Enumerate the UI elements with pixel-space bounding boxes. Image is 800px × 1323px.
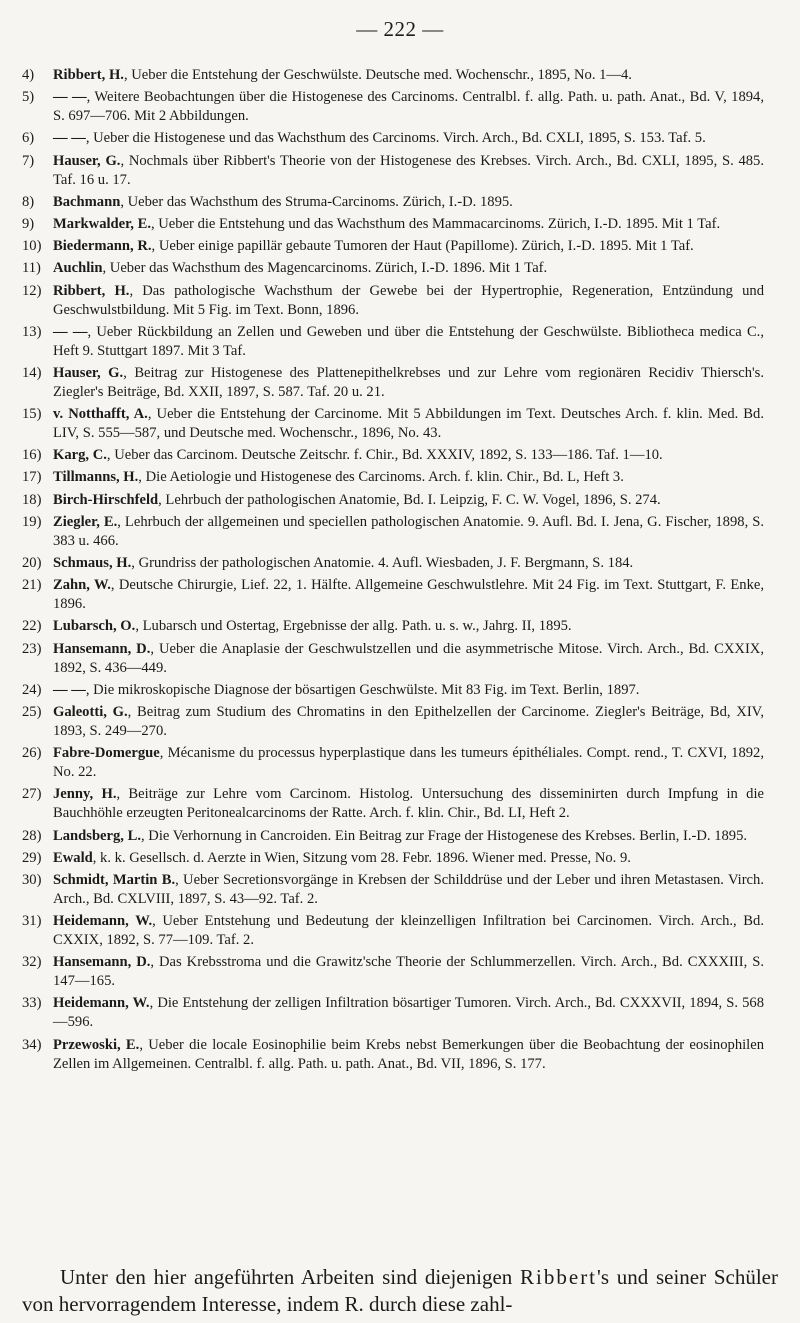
reference-number: 10) xyxy=(22,238,42,255)
reference-author: — — xyxy=(53,681,86,698)
reference-item xyxy=(22,237,764,256)
reference-number: 16) xyxy=(22,447,42,464)
reference-text: , Grundriss der pathologischen Anatomie. 4. Aufl. Wiesbaden, J. F. Bergmann, S. 184. xyxy=(131,555,634,571)
reference-item xyxy=(22,405,764,443)
reference-item xyxy=(22,912,764,950)
reference-item xyxy=(22,152,764,190)
reference-text: , Ueber das Wachsthum des Struma-Carcinoms. Zürich, I.-D. 1895. xyxy=(120,193,513,210)
reference-author: — — xyxy=(53,89,87,106)
reference-author: Tillmanns, H. xyxy=(53,469,139,486)
reference-item xyxy=(22,282,764,320)
reference-author: Jenny, H. xyxy=(53,786,117,803)
reference-text: , Lehrbuch der allgemeinen und speciellen pathologischen Anatomie. 9. Aufl. Bd. I. Jena, G. Fischer, 1898, S. 383 u. 466. xyxy=(53,513,764,549)
reference-number: 18) xyxy=(22,491,42,508)
reference-author: Hansemann, D. xyxy=(53,640,151,657)
reference-item xyxy=(22,446,764,465)
reference-text: , Das pathologische Wachsthum der Gewebe bei der Hypertrophie, Regeneration, Entzündung und Geschwulstbildung. Mit 5 Fig. im Text. Bonn, 1896. xyxy=(53,282,764,318)
reference-item xyxy=(22,617,764,636)
reference-item xyxy=(22,88,764,126)
reference-text: , Ueber die Entstehung der Carcinome. Mit 5 Abbildungen im Text. Deutsches Arch. f. klin. Med. Bd. LIV, S. 555—587, und Deutsche med. Wochenschr., 1896, No. 43. xyxy=(53,406,764,442)
reference-number: 32) xyxy=(22,954,42,971)
reference-number: 25) xyxy=(22,703,42,720)
page-number: — 222 — xyxy=(356,17,444,41)
reference-text: , Ueber einige papillär gebaute Tumoren der Haut (Papillome). Zürich, I.-D. 1895. Mit 1 Taf. xyxy=(151,238,694,255)
reference-number: 26) xyxy=(22,745,42,762)
reference-author: Markwalder, E. xyxy=(53,215,151,232)
reference-author: v. Notthafft, A. xyxy=(53,406,148,423)
reference-author: Hauser, G. xyxy=(53,364,124,381)
reference-number: 9) xyxy=(22,215,35,232)
reference-item xyxy=(22,681,764,700)
reference-text: , Ueber die locale Eosinophilie beim Krebs nebst Bemerkungen über die Beobachtung der eosinophilen Zellen im Allgemeinen. Centralbl. f. allg. Path. u. path. Anat., Bd. VII, 1896, S. 177. xyxy=(53,1036,764,1072)
reference-number: 29) xyxy=(22,849,42,866)
closing-text-start: Unter den hier angeführten Arbeiten sind diejenigen xyxy=(60,1265,521,1289)
reference-text: , k. k. Gesellsch. d. Aerzte in Wien, Sitzung vom 28. Febr. 1896. Wiener med. Presse, No. 9. xyxy=(92,849,631,866)
reference-number: 5) xyxy=(22,89,35,106)
reference-author: Bachmann xyxy=(53,193,121,210)
reference-author: Zahn, W. xyxy=(53,577,111,594)
reference-text: , Ueber das Wachsthum des Magencarcinoms. Zürich, I.-D. 1896. Mit 1 Taf. xyxy=(102,260,548,277)
reference-author: Birch-Hirschfeld xyxy=(53,491,159,508)
reference-text: , Beitrag zur Histogenese des Plattenepithelkrebses und zur Lehre vom regionären Recidiv Thiersch's. Ziegler's Beiträge, Bd. XXII, 1897, S. 587. Taf. 20 u. 21. xyxy=(53,364,764,400)
reference-text: , Ueber Rückbildung an Zellen und Geweben und über die Entstehung der Geschwülste. Bibliotheca medica C., Heft 9. Stuttgart 1897. Mit 3 Taf. xyxy=(53,323,764,359)
closing-text-end: 's und seiner Schüler von hervorragendem Interesse, indem R. durch diese zahl- xyxy=(22,1265,778,1316)
reference-author: Karg, C. xyxy=(53,447,107,464)
reference-number: 28) xyxy=(22,827,42,844)
reference-number: 8) xyxy=(22,193,35,210)
reference-item xyxy=(22,554,764,573)
reference-text: , Die mikroskopische Diagnose der bösartigen Geschwülste. Mit 83 Fig. im Text. Berlin, 1897. xyxy=(85,681,640,698)
reference-number: 19) xyxy=(22,513,42,530)
closing-paragraph xyxy=(22,1264,778,1318)
reference-number: 33) xyxy=(22,995,42,1012)
reference-text: , Lubarsch und Ostertag, Ergebnisse der allg. Path. u. s. w., Jahrg. II, 1895. xyxy=(135,618,572,635)
reference-author: Schmaus, H. xyxy=(53,555,132,571)
reference-text: , Ueber die Entstehung der Geschwülste. Deutsche med. Wochenschr., 1895, No. 1—4. xyxy=(123,67,632,83)
reference-text: , Ueber das Carcinom. Deutsche Zeitschr. f. Chir., Bd. XXXIV, 1892, S. 133—186. Taf. 1—10. xyxy=(106,447,663,464)
reference-author: — — xyxy=(53,323,88,340)
reference-item xyxy=(22,215,764,234)
reference-author: Ribbert, H. xyxy=(53,282,130,299)
reference-text: , Die Entstehung der zelligen Infiltration bösartiger Tumoren. Virch. Arch., Bd. CXXXVII, 1894, S. 568—596. xyxy=(53,995,764,1031)
reference-number: 13) xyxy=(22,323,42,340)
reference-text: , Ueber Secretionsvorgänge in Krebsen der Schilddrüse und der Leber und ihren Metastasen. Virch. Arch., Bd. CXLVIII, 1897, S. 43—92. Taf. 2. xyxy=(53,871,764,907)
reference-number: 27) xyxy=(22,786,42,803)
reference-author: Heidemann, W. xyxy=(53,913,153,930)
reference-author: Przewoski, E. xyxy=(53,1036,140,1053)
reference-item xyxy=(22,849,764,868)
reference-number: 21) xyxy=(22,577,42,594)
reference-text: , Beiträge zur Lehre vom Carcinom. Histolog. Untersuchung des disseminirten durch Impfung in die Bauchhöhle erzeugten Peritonealcarcinoms der Ratte. Arch. f. klin. Chir., Bd. LI, Heft 2. xyxy=(53,786,765,822)
reference-item xyxy=(22,1036,764,1074)
reference-text: , Lehrbuch der pathologischen Anatomie, Bd. I. Leipzig, F. C. W. Vogel, 1896, S. 274. xyxy=(158,491,661,508)
reference-author: Fabre-Domergue xyxy=(53,745,160,762)
reference-number: 31) xyxy=(22,913,42,930)
reference-text: , Die Verhornung in Cancroiden. Ein Beitrag zur Frage der Histogenese des Krebses. Berlin, I.-D. 1895. xyxy=(141,827,748,844)
reference-text: , Weitere Beobachtungen über die Histogenese des Carcinoms. Centralbl. f. allg. Path. u. path. Anat., Bd. V, 1894, S. 697—706. Mit 2 Abbildungen. xyxy=(53,89,764,125)
reference-author: Ziegler, E. xyxy=(53,513,118,530)
reference-author: Galeotti, G. xyxy=(53,703,128,720)
reference-text: , Ueber die Entstehung und das Wachsthum des Mammacarcinoms. Zürich, I.-D. 1895. Mit 1 Taf. xyxy=(150,215,721,232)
reference-number: 24) xyxy=(22,681,42,698)
reference-author: Auchlin xyxy=(53,260,103,277)
reference-item xyxy=(22,871,764,909)
reference-author: Biedermann, R. xyxy=(53,238,152,255)
reference-text: , Die Aetiologie und Histogenese des Carcinoms. Arch. f. klin. Chir., Bd. L, Heft 3. xyxy=(138,469,624,486)
reference-item xyxy=(22,129,764,148)
reference-list xyxy=(22,66,764,1077)
reference-item xyxy=(22,640,764,678)
reference-item xyxy=(22,513,764,551)
reference-number: 4) xyxy=(22,67,35,83)
reference-text: , Deutsche Chirurgie, Lief. 22, 1. Hälfte. Allgemeine Geschwulstlehre. Mit 24 Fig. im Text. Stuttgart, F. Enke, 1896. xyxy=(53,577,765,613)
reference-number: 6) xyxy=(22,130,35,147)
reference-text: , Mécanisme du processus hyperplastique dans les tumeurs épithéliales. Compt. rend., T. CXVI, 1892, No. 22. xyxy=(53,745,764,781)
reference-author: Lubarsch, O. xyxy=(53,618,136,635)
reference-text: , Ueber Entstehung und Bedeutung der kleinzelligen Infiltration bei Carcinomen. Virch. Arch., Bd. CXXIX, 1892, S. 77—109. Taf. 2. xyxy=(53,913,764,949)
closing-author-name: Ribbert xyxy=(520,1265,598,1289)
reference-item xyxy=(22,703,764,741)
reference-text: , Nochmals über Ribbert's Theorie von der Histogenese des Krebses. Virch. Arch., Bd. CXLI, 1895, S. 485. Taf. 16 u. 17. xyxy=(53,152,764,188)
reference-number: 20) xyxy=(22,555,42,571)
reference-number: 11) xyxy=(22,260,41,277)
reference-text: , Ueber die Histogenese und das Wachsthum des Carcinoms. Virch. Arch., Bd. CXLI, 1895, S. 153. Taf. 5. xyxy=(85,130,706,147)
reference-author: Landsberg, L. xyxy=(53,827,141,844)
reference-item xyxy=(22,953,764,991)
reference-item xyxy=(22,994,764,1032)
reference-item xyxy=(22,827,764,846)
reference-item xyxy=(22,468,764,487)
reference-author: Hansemann, D. xyxy=(53,954,151,971)
reference-author: Ewald xyxy=(53,849,93,866)
reference-number: 14) xyxy=(22,364,42,381)
reference-text: , Beitrag zum Studium des Chromatins in den Epithelzellen der Carcinome. Ziegler's Beiträge, Bd, XIV, 1893, S. 249—270. xyxy=(53,703,764,739)
reference-number: 7) xyxy=(22,152,35,169)
reference-item xyxy=(22,193,764,212)
reference-item xyxy=(22,785,764,823)
reference-text: , Das Krebsstroma und die Grawitz'sche Theorie der Schlummerzellen. Virch. Arch., Bd. CXXXIII, S. 147—165. xyxy=(53,954,764,990)
reference-number: 30) xyxy=(22,871,42,888)
reference-number: 12) xyxy=(22,282,42,299)
reference-item xyxy=(22,576,764,614)
reference-item xyxy=(22,323,764,361)
reference-number: 23) xyxy=(22,640,42,657)
reference-author: Hauser, G. xyxy=(53,152,121,169)
reference-number: 34) xyxy=(22,1036,42,1053)
reference-item xyxy=(22,364,764,402)
reference-item xyxy=(22,66,764,85)
reference-item xyxy=(22,744,764,782)
reference-author: — — xyxy=(53,130,86,147)
reference-author: Schmidt, Martin B. xyxy=(53,871,176,888)
reference-number: 22) xyxy=(22,618,42,635)
reference-item xyxy=(22,259,764,278)
reference-text: , Ueber die Anaplasie der Geschwulstzellen und die asymmetrische Mitose. Virch. Arch., Bd. CXXIX, 1892, S. 436—449. xyxy=(53,640,764,676)
reference-number: 15) xyxy=(22,406,42,423)
reference-number: 17) xyxy=(22,469,42,486)
reference-author: Heidemann, W. xyxy=(53,995,150,1012)
reference-item xyxy=(22,491,764,510)
reference-author: Ribbert, H. xyxy=(53,67,124,83)
